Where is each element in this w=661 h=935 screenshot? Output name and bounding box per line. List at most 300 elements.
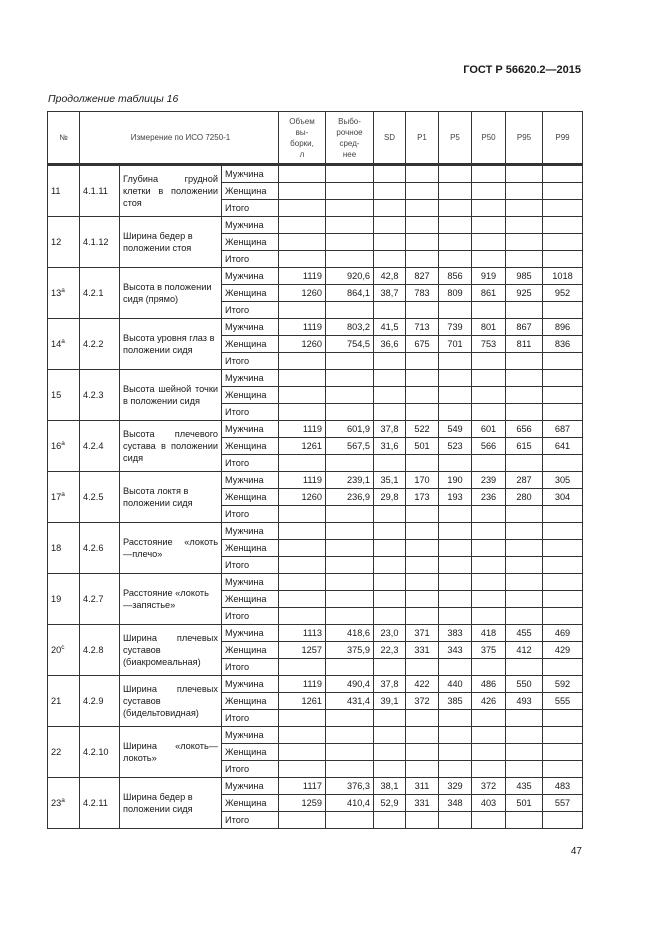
value-cell [472, 557, 506, 574]
value-cell [326, 540, 374, 557]
header-row [48, 112, 583, 165]
row-footnote-mark: с [61, 644, 65, 651]
value-cell [279, 591, 326, 608]
value-cell [543, 302, 583, 319]
measurement-name: Глубина грудной клетки в положении стоя [120, 166, 222, 217]
value-cell: 1261 [279, 438, 326, 455]
value-cell [439, 744, 472, 761]
value-cell [374, 404, 406, 421]
value-cell: 38,7 [374, 285, 406, 302]
value-cell [439, 404, 472, 421]
row-footnote-mark: а [61, 287, 65, 294]
value-cell [439, 540, 472, 557]
value-cell: 403 [472, 795, 506, 812]
value-cell [374, 540, 406, 557]
value-cell [472, 812, 506, 829]
value-cell [374, 506, 406, 523]
value-cell: 37,8 [374, 421, 406, 438]
value-cell [326, 608, 374, 625]
value-cell: 348 [439, 795, 472, 812]
value-cell [472, 455, 506, 472]
value-cell [406, 302, 439, 319]
value-cell: 701 [439, 336, 472, 353]
value-cell [406, 506, 439, 523]
sex-label-total: Итого [222, 353, 279, 370]
value-cell: 867 [506, 319, 543, 336]
value-cell: 809 [439, 285, 472, 302]
value-cell [279, 370, 326, 387]
table-row [48, 370, 583, 387]
iso-code: 4.2.4 [80, 421, 120, 472]
value-cell [472, 574, 506, 591]
value-cell: 523 [439, 438, 472, 455]
value-cell [472, 710, 506, 727]
value-cell [406, 761, 439, 778]
value-cell [279, 251, 326, 268]
value-cell: 239,1 [326, 472, 374, 489]
row-number: $16^а$ [48, 421, 80, 472]
value-cell: 567,5 [326, 438, 374, 455]
value-cell: 493 [506, 693, 543, 710]
value-cell [472, 353, 506, 370]
value-cell [326, 710, 374, 727]
value-cell [406, 234, 439, 251]
value-cell [543, 608, 583, 625]
row-number: 11 [48, 166, 80, 217]
value-cell: 656 [506, 421, 543, 438]
measurement-name: Высота шейной точки в положении сидя [120, 370, 222, 421]
value-cell: 343 [439, 642, 472, 659]
sex-label-female: Женщина [222, 183, 279, 200]
value-cell [543, 744, 583, 761]
value-cell [374, 574, 406, 591]
measurement-name: Ширина плечевых суставов (биакромеальная) [120, 625, 222, 676]
value-cell: 412 [506, 642, 543, 659]
value-cell [326, 353, 374, 370]
value-cell [472, 370, 506, 387]
measurement-name: Ширина «локоть—локоть» [120, 727, 222, 778]
value-cell [326, 217, 374, 234]
value-cell: 836 [543, 336, 583, 353]
measurement-name: Высота плечевого сустава в положении сидя [120, 421, 222, 472]
sex-label-female: Женщина [222, 285, 279, 302]
value-cell [472, 183, 506, 200]
value-cell [406, 659, 439, 676]
value-cell: 919 [472, 268, 506, 285]
value-cell [406, 166, 439, 183]
iso-code: 4.1.12 [80, 217, 120, 268]
sex-label-total: Итого [222, 659, 279, 676]
value-cell [406, 574, 439, 591]
value-cell: 429 [543, 642, 583, 659]
value-cell [439, 166, 472, 183]
header-p99: P99 [543, 112, 583, 165]
value-cell [543, 217, 583, 234]
sex-label-total: Итого [222, 404, 279, 421]
row-footnote-mark: а [61, 491, 65, 498]
value-cell: 1259 [279, 795, 326, 812]
sex-label-total: Итого [222, 455, 279, 472]
value-cell [279, 608, 326, 625]
measurement-name: Ширина бедер в положении сидя [120, 778, 222, 829]
sex-label-female: Женщина [222, 642, 279, 659]
value-cell [406, 608, 439, 625]
value-cell [374, 370, 406, 387]
table-row [48, 268, 583, 285]
value-cell [472, 608, 506, 625]
value-cell [439, 251, 472, 268]
header-sd: SD [374, 112, 406, 165]
row-number: 19 [48, 574, 80, 625]
value-cell: 418 [472, 625, 506, 642]
value-cell [543, 166, 583, 183]
value-cell [326, 302, 374, 319]
value-cell [279, 506, 326, 523]
value-cell [543, 200, 583, 217]
value-cell: 239 [472, 472, 506, 489]
header-measurement: Измерение по ИСО 7250-1 [80, 112, 279, 165]
value-cell [326, 200, 374, 217]
value-cell [326, 812, 374, 829]
value-cell: 38,1 [374, 778, 406, 795]
row-number: $13^а$ [48, 268, 80, 319]
value-cell: 331 [406, 795, 439, 812]
value-cell [439, 761, 472, 778]
value-cell: 418,6 [326, 625, 374, 642]
value-cell: 952 [543, 285, 583, 302]
value-cell: 31,6 [374, 438, 406, 455]
sex-label-male: Мужчина [222, 727, 279, 744]
sex-label-male: Мужчина [222, 676, 279, 693]
header-p5: P5 [439, 112, 472, 165]
value-cell: 376,3 [326, 778, 374, 795]
iso-code: 4.2.9 [80, 676, 120, 727]
value-cell [506, 183, 543, 200]
value-cell [279, 727, 326, 744]
value-cell [326, 591, 374, 608]
value-cell: 1119 [279, 319, 326, 336]
header-p95: P95 [506, 112, 543, 165]
value-cell [279, 217, 326, 234]
value-cell: 557 [543, 795, 583, 812]
value-cell [439, 659, 472, 676]
value-cell: 193 [439, 489, 472, 506]
sex-label-male: Мужчина [222, 778, 279, 795]
sex-label-female: Женщина [222, 438, 279, 455]
value-cell [472, 761, 506, 778]
value-cell [472, 217, 506, 234]
sex-label-total: Итого [222, 557, 279, 574]
row-number: $17^а$ [48, 472, 80, 523]
table-row [48, 421, 583, 438]
value-cell: 601 [472, 421, 506, 438]
value-cell: 236,9 [326, 489, 374, 506]
value-cell: 1119 [279, 472, 326, 489]
value-cell: 1257 [279, 642, 326, 659]
row-number: $20^с$ [48, 625, 80, 676]
measurement-name: Ширина бедер в положении стоя [120, 217, 222, 268]
value-cell [506, 761, 543, 778]
value-cell [326, 574, 374, 591]
value-cell [439, 591, 472, 608]
sex-label-total: Итого [222, 251, 279, 268]
value-cell [439, 523, 472, 540]
value-cell [472, 659, 506, 676]
value-cell [472, 234, 506, 251]
value-cell [326, 727, 374, 744]
value-cell: 803,2 [326, 319, 374, 336]
sex-label-male: Мужчина [222, 625, 279, 642]
value-cell: 687 [543, 421, 583, 438]
measurement-name: Высота в положении сидя (прямо) [120, 268, 222, 319]
table-row [48, 319, 583, 336]
value-cell [326, 557, 374, 574]
value-cell: 486 [472, 676, 506, 693]
value-cell: 170 [406, 472, 439, 489]
value-cell [406, 183, 439, 200]
value-cell [543, 710, 583, 727]
value-cell: 173 [406, 489, 439, 506]
table-row [48, 625, 583, 642]
value-cell [374, 523, 406, 540]
iso-code: 4.2.10 [80, 727, 120, 778]
value-cell [279, 183, 326, 200]
row-footnote-mark: а [61, 440, 65, 447]
measurement-name: Расстояние «локоть—плечо» [120, 523, 222, 574]
value-cell [326, 523, 374, 540]
value-cell [279, 659, 326, 676]
value-cell [472, 251, 506, 268]
value-cell: 566 [472, 438, 506, 455]
value-cell: 422 [406, 676, 439, 693]
value-cell [374, 812, 406, 829]
value-cell [406, 710, 439, 727]
row-number: 22 [48, 727, 80, 778]
value-cell [543, 540, 583, 557]
value-cell: 754,5 [326, 336, 374, 353]
value-cell: 1260 [279, 285, 326, 302]
value-cell [439, 727, 472, 744]
value-cell [406, 455, 439, 472]
value-cell [406, 727, 439, 744]
sex-label-female: Женщина [222, 234, 279, 251]
table-row [48, 523, 583, 540]
value-cell: 329 [439, 778, 472, 795]
value-cell: 23,0 [374, 625, 406, 642]
value-cell: 601,9 [326, 421, 374, 438]
value-cell [472, 387, 506, 404]
value-cell [279, 574, 326, 591]
document-header: ГОСТ Р 56620.2—2015 [463, 64, 581, 76]
value-cell: 426 [472, 693, 506, 710]
value-cell: 501 [406, 438, 439, 455]
value-cell: 864,1 [326, 285, 374, 302]
value-cell [543, 761, 583, 778]
value-cell: 287 [506, 472, 543, 489]
value-cell [374, 234, 406, 251]
value-cell [543, 251, 583, 268]
value-cell [543, 234, 583, 251]
value-cell: 311 [406, 778, 439, 795]
sex-label-total: Итого [222, 812, 279, 829]
value-cell [439, 370, 472, 387]
value-cell: 280 [506, 489, 543, 506]
row-number: $14^а$ [48, 319, 80, 370]
value-cell [374, 353, 406, 370]
value-cell: 39,1 [374, 693, 406, 710]
sex-label-male: Мужчина [222, 217, 279, 234]
value-cell: 375 [472, 642, 506, 659]
value-cell [406, 591, 439, 608]
value-cell [374, 659, 406, 676]
value-cell [439, 608, 472, 625]
value-cell [439, 506, 472, 523]
value-cell: 22,3 [374, 642, 406, 659]
value-cell [506, 812, 543, 829]
value-cell [406, 812, 439, 829]
value-cell [326, 183, 374, 200]
value-cell [374, 727, 406, 744]
value-cell [279, 710, 326, 727]
value-cell [326, 404, 374, 421]
value-cell: 35,1 [374, 472, 406, 489]
sex-label-female: Женщина [222, 693, 279, 710]
value-cell [326, 251, 374, 268]
value-cell [506, 387, 543, 404]
value-cell: 675 [406, 336, 439, 353]
value-cell: 190 [439, 472, 472, 489]
value-cell [439, 234, 472, 251]
value-cell [472, 523, 506, 540]
value-cell [374, 251, 406, 268]
sex-label-male: Мужчина [222, 523, 279, 540]
value-cell [374, 183, 406, 200]
row-footnote-mark: а [61, 338, 65, 345]
value-cell: 383 [439, 625, 472, 642]
value-cell [439, 812, 472, 829]
value-cell: 550 [506, 676, 543, 693]
value-cell [543, 506, 583, 523]
value-cell: 490,4 [326, 676, 374, 693]
value-cell [439, 353, 472, 370]
sex-label-total: Итого [222, 200, 279, 217]
sex-label-male: Мужчина [222, 268, 279, 285]
value-cell [472, 591, 506, 608]
table-row [48, 676, 583, 693]
value-cell: 592 [543, 676, 583, 693]
value-cell [374, 710, 406, 727]
value-cell: 41,5 [374, 319, 406, 336]
row-number: 12 [48, 217, 80, 268]
value-cell [279, 302, 326, 319]
value-cell: 783 [406, 285, 439, 302]
table-row [48, 472, 583, 489]
header-sample-mean: Выбо- рочное сред- нее [326, 112, 374, 165]
value-cell [543, 404, 583, 421]
value-cell: 1119 [279, 268, 326, 285]
value-cell [374, 557, 406, 574]
sex-label-female: Женщина [222, 591, 279, 608]
row-number: 21 [48, 676, 80, 727]
sex-label-total: Итого [222, 608, 279, 625]
measurement-name: Расстояние «локоть—запястье» [120, 574, 222, 625]
value-cell [543, 353, 583, 370]
iso-code: 4.1.11 [80, 166, 120, 217]
value-cell [374, 302, 406, 319]
iso-code: 4.2.6 [80, 523, 120, 574]
sex-label-female: Женщина [222, 336, 279, 353]
value-cell [439, 387, 472, 404]
value-cell: 455 [506, 625, 543, 642]
value-cell [543, 591, 583, 608]
value-cell [279, 200, 326, 217]
sex-label-female: Женщина [222, 489, 279, 506]
value-cell: 29,8 [374, 489, 406, 506]
value-cell: 856 [439, 268, 472, 285]
value-cell: 811 [506, 336, 543, 353]
value-cell: 1117 [279, 778, 326, 795]
value-cell [374, 744, 406, 761]
row-footnote-mark: а [61, 797, 65, 804]
value-cell: 501 [506, 795, 543, 812]
value-cell [406, 404, 439, 421]
value-cell [506, 404, 543, 421]
value-cell [406, 353, 439, 370]
value-cell [279, 404, 326, 421]
value-cell [279, 557, 326, 574]
row-number: $23^а$ [48, 778, 80, 829]
header-sample-size: Объем вы- борки, л [279, 112, 326, 165]
sex-label-total: Итого [222, 302, 279, 319]
sex-label-male: Мужчина [222, 574, 279, 591]
sex-label-female: Женщина [222, 540, 279, 557]
sex-label-total: Итого [222, 761, 279, 778]
anthropometry-table [47, 111, 583, 829]
iso-code: 4.2.7 [80, 574, 120, 625]
value-cell [543, 557, 583, 574]
value-cell [543, 574, 583, 591]
value-cell [326, 744, 374, 761]
sex-label-female: Женщина [222, 387, 279, 404]
value-cell [374, 200, 406, 217]
value-cell [506, 608, 543, 625]
value-cell [406, 217, 439, 234]
sex-label-male: Мужчина [222, 472, 279, 489]
value-cell [279, 744, 326, 761]
value-cell [406, 370, 439, 387]
value-cell [326, 387, 374, 404]
value-cell: 385 [439, 693, 472, 710]
value-cell: 431,4 [326, 693, 374, 710]
value-cell [439, 183, 472, 200]
value-cell [406, 557, 439, 574]
value-cell [439, 200, 472, 217]
value-cell: 331 [406, 642, 439, 659]
sex-label-total: Итого [222, 710, 279, 727]
value-cell: 801 [472, 319, 506, 336]
value-cell [279, 455, 326, 472]
value-cell [279, 761, 326, 778]
value-cell: 371 [406, 625, 439, 642]
table-row [48, 727, 583, 744]
value-cell: 372 [472, 778, 506, 795]
value-cell: 1119 [279, 421, 326, 438]
value-cell: 555 [543, 693, 583, 710]
value-cell: 549 [439, 421, 472, 438]
sex-label-male: Мужчина [222, 421, 279, 438]
value-cell [506, 523, 543, 540]
value-cell: 713 [406, 319, 439, 336]
